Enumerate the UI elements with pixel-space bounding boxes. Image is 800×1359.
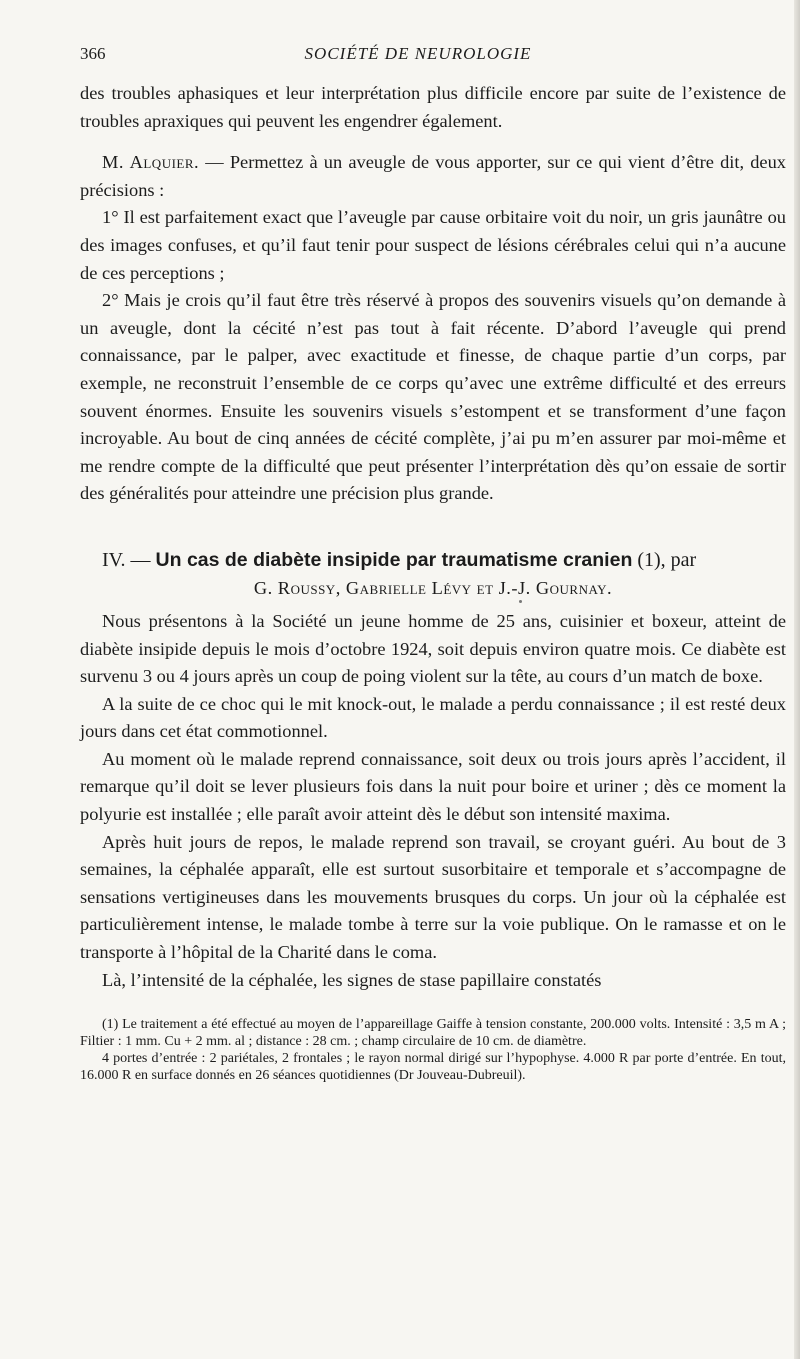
footnote-1: (1) Le traitement a été effectué au moyen de l’appareillage Gaiffe à tension constante, 200.000 volts. Intensité : 3,5 m A ; Filtier : 1 mm. Cu + 2 mm. al ; distance : 28 cm. ; champ circulaire de 10 cm. de diamètre.: [80, 1017, 786, 1050]
case-paragraph-5: Là, l’intensité de la céphalée, les signes de stase papillaire constatés: [102, 969, 602, 990]
speaker-name: M. Alquier.: [102, 152, 200, 173]
journal-title: SOCIÉTÉ DE NEUROLOGIE: [304, 44, 532, 63]
section-heading: [80, 546, 786, 574]
point-1: 1° Il est parfaitement exact que l’aveugle par cause orbitaire voit du noir, un gris jaunâtre ou des images confuses, et qu’il faut tenir pour suspect de lésions cérébrales celui qui n’a aucune de ces perceptions ;: [80, 207, 786, 283]
section-note-ref: (1), par: [632, 548, 697, 571]
case-paragraph-2: A la suite de ce choc qui le mit knock-out, le malade a perdu connaissance ; il est resté deux jours dans cet état commotionnel.: [80, 693, 786, 742]
footnote-2: 4 portes d’entrée : 2 pariétales, 2 frontales ; le rayon normal dirigé sur l’hypophyse. 4.000 R par porte d’entrée. En tout, 16.000 R en surface donnés en 26 séances quotidiennes (Dr Jouveau-Dubreuil).: [80, 1051, 786, 1084]
section-title: Un cas de diabète insipide par traumatisme cranien: [155, 548, 633, 571]
page-number: 366: [80, 44, 106, 63]
intro-paragraph: des troubles aphasiques et leur interprétation plus difficile encore par suite de l’existence de troubles apraxiques qui peuvent les engendrer également.: [80, 83, 786, 131]
section-authors: G. Roussy, Gabrielle Lévy et J.-J. Gournay.: [253, 577, 613, 598]
footnotes: [80, 1016, 786, 1084]
alquier-paragraph: [80, 149, 786, 204]
page-edge: [794, 0, 800, 1359]
case-paragraph-1: Nous présentons à la Société un jeune homme de 25 ans, cuisinier et boxeur, atteint de diabète insipide depuis le mois d’octobre 1924, soit depuis environ quatre mois. Ce diabète est survenu 3 ou 4 jours après un coup de poing violent sur la tête, au cours d’un match de boxe.: [80, 610, 786, 687]
running-head: [80, 44, 786, 80]
print-speck: [519, 600, 522, 603]
page-content: [80, 44, 786, 1084]
section-number: IV. —: [102, 548, 151, 571]
point-2: 2° Mais je crois qu’il faut être très réservé à propos des souvenirs visuels qu’on demande à un aveugle, dont la cécité n’est pas tout à fait récente. D’abord l’aveugle qui prend connaissance, par le palper, avec exactitude et finesse, de chaque partie d’un corps, par exemple, ne reconstruit l’ensemble de ce corps qu’avec une extrême difficulté et des erreurs souvent énormes. Ensuite les souvenirs visuels s’estompent et se transforment d’une façon incroyable. Au bout de cinq années de cécité complète, j’ai pu m’en assurer par moi-même et me rendre compte de la difficulté que peut présenter l’interprétation dès qu’on essaie de sortir des généralités pour atteindre une précision plus grande.: [80, 290, 786, 504]
case-paragraph-3: Au moment où le malade reprend connaissance, soit deux ou trois jours après l’accident, il remarque qu’il doit se lever plusieurs fois dans la nuit pour boire et uriner ; dès ce moment la polyurie est installée ; elle paraît avoir atteint dès le début son intensité maxima.: [80, 748, 786, 825]
case-paragraph-4: Après huit jours de repos, le malade reprend son travail, se croyant guéri. Au bout de 3 semaines, la céphalée apparaît, elle est surtout susorbitaire et temporale et s’accompagne de sensations vertigineuses dans les mouvements brusques du corps. Un jour où la céphalée est particulièrement intense, le malade tombe à terre sur la voie publique. On le ramasse et on le transporte à l’hôpital de la Charité dans le coma.: [80, 831, 786, 963]
alquier-text: — Permettez à un aveugle de vous apporter, sur ce qui vient d’être dit, deux précisions :: [80, 152, 786, 200]
